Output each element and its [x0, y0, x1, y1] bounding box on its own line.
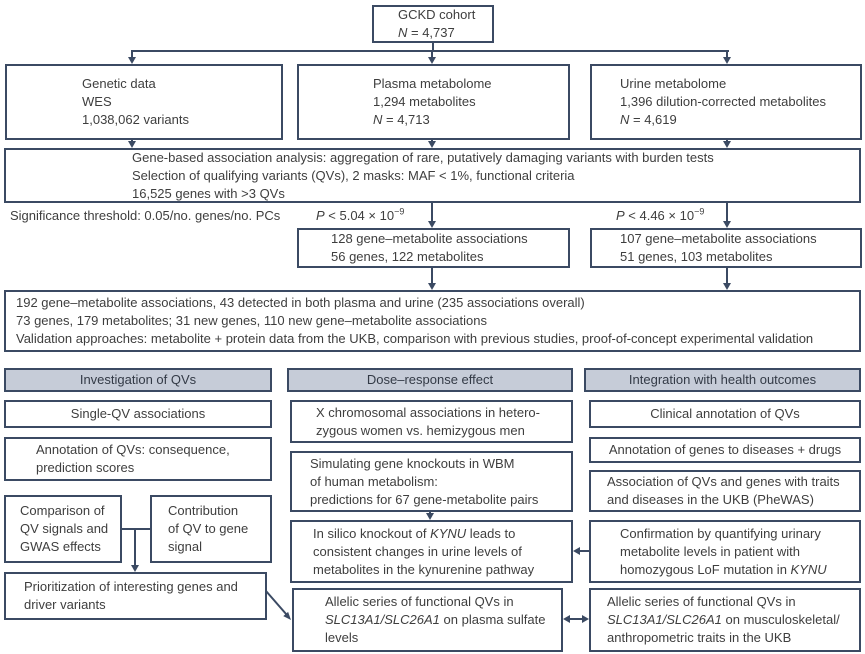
arrowhead-analysis-plasma-results	[428, 221, 436, 228]
connector-analysis-urine-results	[726, 203, 728, 222]
pvalue-plasma-exp: −9	[394, 206, 405, 217]
urine-results-line2: 51 genes, 103 metabolites	[620, 249, 773, 264]
plasma-line1: Plasma metabolome	[373, 76, 492, 91]
box-genetic-data	[5, 64, 283, 140]
genetic-line2: WES	[82, 94, 112, 109]
box-urine-metabolome	[590, 64, 862, 140]
plasma-results-line2: 56 genes, 122 metabolites	[331, 249, 484, 264]
gckd-n	[398, 24, 492, 42]
urine-n	[620, 111, 860, 129]
connector-urine-summary	[726, 268, 728, 284]
pvalue-urine	[616, 207, 704, 225]
connector-top-hbar	[131, 50, 729, 52]
urine-line1: Urine metabolome	[620, 76, 727, 91]
box-clinical-annotation	[589, 400, 861, 428]
gckd-n-value: = 4,737	[407, 25, 455, 40]
box-prioritization	[4, 572, 267, 620]
gckd-n-symbol: N	[398, 25, 408, 40]
arrowhead-wbm-insilico	[426, 513, 434, 520]
xchrom-line2: zygous women vs. hemizygous men	[316, 422, 525, 438]
box-wbm-knockouts	[290, 451, 573, 512]
box-contribution-qv	[150, 495, 272, 563]
arrowhead-urine-summary	[723, 283, 731, 290]
box-allelic-ukb-traits	[589, 588, 861, 652]
phewas-line2: and diseases in the UKB (PheWAS)	[607, 492, 814, 507]
slc-gene-names-2: SLC13A1/SLC26A1	[607, 612, 722, 627]
connector-prioritization-allelic	[265, 590, 295, 624]
insilico-line3: metabolites in the kynurenine pathway	[313, 561, 535, 577]
allelic-ukb-line2	[607, 611, 859, 629]
summary-line1: 192 gene–metabolite associations, 43 detected in both plasma and urine (235 associations overall)	[16, 295, 585, 310]
phewas-line1: Association of QVs and genes with traits	[607, 474, 840, 489]
box-gene-based-analysis	[4, 148, 861, 203]
arrowhead-analysis-urine-results	[723, 221, 731, 228]
plasma-line2: 1,294 metabolites	[373, 94, 476, 109]
plasma-n-symbol: N	[373, 112, 383, 127]
prioritization-line1: Prioritization of interesting genes and	[24, 579, 238, 594]
xchrom-line1: X chromosomal associations in hetero-	[316, 404, 540, 420]
box-x-chromosomal	[290, 400, 573, 443]
arrowhead-plasma-analysis	[428, 141, 436, 148]
box-single-qv	[4, 400, 272, 428]
arrowhead-allelic-left	[563, 615, 570, 623]
allelic-ukb-l2b: on musculoskeletal/	[721, 612, 840, 627]
confirmation-line2: metabolite levels in patient with	[620, 543, 800, 559]
gckd-title: GCKD cohort	[398, 7, 476, 22]
kynu-gene-name: KYNU	[430, 525, 467, 541]
header-health-label: Integration with health outcomes	[628, 372, 817, 387]
allelic-plasma-line3: levels	[325, 630, 359, 645]
header-qv-label: Investigation of QVs	[79, 372, 197, 387]
contribution-line1: Contribution	[168, 503, 239, 518]
urine-results-line1: 107 gene–metabolite associations	[620, 231, 817, 246]
urine-n-symbol: N	[620, 112, 630, 127]
wbm-line2: of human metabolism:	[310, 473, 438, 489]
arrowhead-to-plasma	[428, 57, 436, 64]
connector-cohort-stub	[432, 43, 434, 50]
arrowhead-plasma-summary	[428, 283, 436, 290]
header-investigation-of-qvs	[4, 368, 272, 392]
contribution-line3: signal	[168, 539, 202, 554]
arrowhead-urine-analysis	[723, 141, 731, 148]
allelic-ukb-line3: anthropometric traits in the UKB	[607, 630, 792, 645]
genetic-line3: 1,038,062 variants	[82, 112, 189, 127]
box-confirmation-kynu	[589, 520, 861, 583]
pvalue-urine-exp: −9	[694, 206, 705, 217]
insilico-l1a: In silico knockout of	[313, 525, 431, 541]
allelic-plasma-l2b: on plasma sulfate	[439, 612, 546, 627]
analysis-line3: 16,525 genes with >3 QVs	[132, 185, 285, 201]
connector-analysis-plasma-results	[431, 203, 433, 222]
summary-line2: 73 genes, 179 metabolites; 31 new genes, 110 new gene–metabolite associations	[16, 313, 487, 328]
insilico-l1c: leads to	[466, 525, 516, 541]
header-health-outcomes	[584, 368, 861, 392]
confirmation-line3	[620, 561, 859, 579]
pvalue-plasma-p: P	[316, 208, 325, 223]
prioritization-line2: driver variants	[24, 597, 106, 612]
confirmation-l3a: homozygous LoF mutation in	[620, 561, 791, 577]
analysis-line2: Selection of qualifying variants (QVs), 2 masks: MAF < 1%, functional criteria	[132, 167, 575, 183]
comparison-line3: GWAS effects	[20, 539, 101, 554]
pvalue-urine-p: P	[616, 208, 625, 223]
pvalue-plasma	[316, 207, 404, 225]
clinical-annotation-label: Clinical annotation of QVs	[650, 406, 800, 421]
connector-plasma-summary	[431, 268, 433, 284]
header-dose-label: Dose–response effect	[366, 372, 494, 387]
diagonal-line	[266, 591, 287, 615]
genetic-line1: Genetic data	[82, 76, 156, 91]
plasma-results-line1: 128 gene–metabolite associations	[331, 231, 528, 246]
kynu-gene-name-2: KYNU	[790, 561, 827, 577]
plasma-n	[373, 111, 568, 129]
contribution-line2: of QV to gene	[168, 521, 249, 536]
annotation-qvs-line2: prediction scores	[36, 460, 135, 475]
annotation-qvs-line1: Annotation of QVs: consequence,	[36, 442, 230, 457]
arrowhead-to-genetic	[128, 57, 136, 64]
box-phewas	[589, 470, 861, 512]
arrowhead-to-urine	[723, 57, 731, 64]
single-qv-label: Single-QV associations	[70, 406, 206, 421]
pvalue-plasma-val: < 5.04 × 10	[324, 208, 395, 223]
box-allelic-plasma-sulfate	[292, 588, 563, 652]
box-genes-diseases-drugs	[589, 437, 861, 463]
insilico-line2: consistent changes in urine levels of	[313, 543, 522, 559]
header-dose-response	[287, 368, 573, 392]
summary-line3: Validation approaches: metabolite + protein data from the UKB, comparison with previous studies, proof-of-concept experimental validation	[16, 331, 814, 346]
urine-n-value: = 4,619	[629, 112, 677, 127]
connector-comparison-contribution	[122, 528, 150, 530]
allelic-plasma-line2	[325, 611, 561, 629]
box-insilico-kynu	[290, 520, 573, 583]
connector-confirmation-insilico	[580, 550, 589, 552]
significance-threshold-label: Significance threshold: 0.05/no. genes/no. PCs	[10, 208, 281, 223]
box-urine-results	[590, 228, 862, 268]
box-plasma-metabolome	[297, 64, 570, 140]
arrowhead-allelic-right	[582, 615, 589, 623]
arrowhead-junction-prioritization	[131, 565, 139, 572]
box-overall-summary	[4, 290, 861, 352]
box-gckd-cohort	[372, 5, 494, 43]
allelic-ukb-line1: Allelic series of functional QVs in	[607, 594, 796, 609]
box-comparison-gwas	[4, 495, 122, 563]
comparison-line2: QV signals and	[20, 521, 109, 536]
analysis-line1: Gene-based association analysis: aggregation of rare, putatively damaging variants with burden tests	[132, 149, 714, 165]
plasma-n-value: = 4,713	[382, 112, 430, 127]
confirmation-line1: Confirmation by quantifying urinary	[620, 525, 821, 541]
comparison-line1: Comparison of	[20, 503, 105, 518]
wbm-line1: Simulating gene knockouts in WBM	[310, 455, 515, 471]
wbm-line3: predictions for 67 gene-metabolite pairs	[310, 491, 539, 507]
connector-allelic-bidirectional	[570, 618, 582, 620]
arrowhead-confirmation-insilico	[573, 547, 580, 555]
genes-diseases-drugs-label: Annotation of genes to diseases + drugs	[608, 442, 842, 457]
box-annotation-qvs	[4, 437, 272, 481]
urine-line2: 1,396 dilution-corrected metabolites	[620, 94, 826, 109]
arrowhead-genetic-analysis	[128, 141, 136, 148]
insilico-line1	[313, 525, 571, 543]
pvalue-urine-val: < 4.46 × 10	[624, 208, 695, 223]
connector-junction-prioritization	[134, 528, 136, 566]
slc-gene-names: SLC13A1/SLC26A1	[325, 612, 440, 627]
box-plasma-results	[297, 228, 570, 268]
allelic-plasma-line1: Allelic series of functional QVs in	[325, 594, 514, 609]
